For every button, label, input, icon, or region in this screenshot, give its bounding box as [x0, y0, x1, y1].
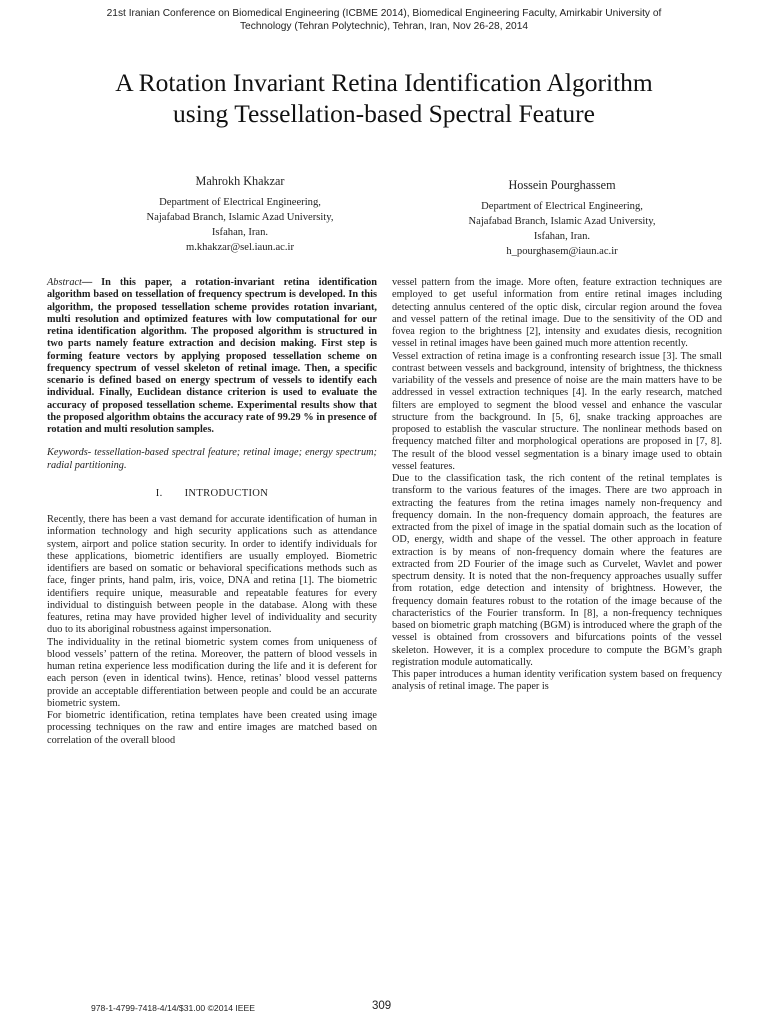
author-name: Hossein Pourghassem	[508, 178, 616, 192]
paragraph: vessel pattern from the image. More often, feature extraction techniques are employed to get useful information from entire retinal images including detecting annulus centered of the optic disk, circular region around the fovea and vessel pattern of the retinal image. Due to the sensitivity of the OD and fovea region to the brightness [2], intensity and exudates diesis, recognition vessel in retinal images have been gained much more attention recently.	[392, 277, 722, 350]
keywords: Keywords- tessellation-based spectral feature; retinal image; energy spectrum; radial partitioning.	[47, 447, 377, 471]
author-city: Isfahan, Iran.	[211, 227, 269, 238]
abstract	[47, 277, 377, 436]
abstract-text: — In this paper, a rotation-invariant retina identification algorithm based on tessellation of frequency spectrum is developed. In this algorithm, the proposed tessellation scheme provides rotation invariant, multi resolution and optimized features with low computational for our retina identification algorithm. The proposed algorithm is structured in two parts namely feature extraction and decision making. First step is forming feature vectors by applying proposed tessellation scheme on frequency spectrum of vessel skeleton of retinal image. Then, a specific scenario is defined based on energy spectrum of vessels to identify each individual. Finally, Euclidean distance criterion is used to evaluate the accuracy of proposed tessellation scheme. Experimental results show that the proposed algorithm obtains the accuracy rate of 99.29 % in presence of rotation and multi resolution samples.	[47, 277, 377, 435]
author-email: h_pourghasem@iaun.ac.ir	[506, 246, 618, 257]
conference-line-2: Technology (Tehran Polytechnic), Tehran, Iran, Nov 26-28, 2014	[239, 20, 529, 32]
paper-title	[0, 67, 768, 129]
left-column	[47, 277, 377, 747]
abstract-label: Abstract	[47, 277, 82, 288]
author-city: Isfahan, Iran.	[533, 231, 591, 242]
section-title: INTRODUCTION	[184, 487, 269, 499]
author-email: m.khakzar@sel.iaun.ac.ir	[186, 242, 294, 253]
right-column	[392, 277, 722, 694]
paragraph: Recently, there has been a vast demand for accurate identification of human in information technology and high security applications such as attendance system, airport and police station security. In order to identify individuals for these applications, biometric identifiers are usually employed. Biometric identifiers are based on somatic or behavioral specifications methods such as face, finger prints, hand palm, iris, voice, DNA and retina [1]. The biometric identifiers require unique, measurable and repeatable features for every individual to distinguish between people in the database. Along with these features, retina may have provided higher level of individuality and security duo to its aboriginal robustness against impersonation.	[47, 514, 377, 636]
paragraph: Vessel extraction of retina image is a confronting research issue [3]. The small contrast between vessels and background, intensity of brightness, the thickness variability of the vessels and presence of noise are the main matters have to be addressed in vessel extraction techniques [4]. In the early research, matched filters are employed to segment the blood vessel and enhance the vascular structure from the background. In [5, 6], snake tracking approaches are proposed to establish the vascular structure. The nonlinear methods based on frequency matched filter and morphological operations are proposed in [7, 8]. The result of the blood vessel segmentation is a binary image used to obtain vessel features.	[392, 350, 722, 472]
section-number: I.	[155, 487, 163, 499]
page-number: 309	[372, 1000, 392, 1012]
author-branch: Najafabad Branch, Islamic Azad University,	[146, 212, 334, 223]
footer-isbn: 978-1-4799-7418-4/14/$31.00 ©2014 IEEE	[91, 1003, 256, 1013]
title-line-2: using Tessellation-based Spectral Feature	[173, 99, 595, 128]
paragraph: For biometric identification, retina templates have been created using image processing techniques on the raw and entire images are matched based on correlation of the overall blood	[47, 710, 377, 746]
author-department: Department of Electrical Engineering,	[159, 197, 321, 208]
title-line-1: A Rotation Invariant Retina Identification Algorithm	[115, 68, 653, 97]
author-name: Mahrokh Khakzar	[195, 174, 285, 188]
conference-line-1: 21st Iranian Conference on Biomedical Engineering (ICBME 2014), Biomedical Engineering Faculty, Amirkabir University of	[106, 8, 662, 19]
author-block-2	[422, 178, 702, 259]
paragraph: This paper introduces a human identity verification system based on frequency analysis of retinal image. The paper is	[392, 669, 722, 693]
author-department: Department of Electrical Engineering,	[481, 201, 643, 212]
author-block-1	[100, 174, 380, 255]
author-branch: Najafabad Branch, Islamic Azad University,	[468, 216, 656, 227]
paragraph: The individuality in the retinal biometric system comes from uniqueness of blood vessels’ pattern of the retina. Moreover, the pattern of blood vessels in human retina experience less modification during the life and it is deferent for each person (even in identical twins). Hence, retinas’ blood vessel patterns provide an acceptable differentiation between people and could be an accurate biometric system.	[47, 636, 377, 709]
paragraph: Due to the classification task, the rich content of the retinal templates is transform to the various features of the images. There are two approach in extracting the features from the retina images namely non-frequency and frequency domain. In the non-frequency domain approach, the features are extracted from the pixel of image in the spatial domain such as the location of OD, energy, width and shape of the vessel. The other approach in feature extraction is by means of non-frequency domain where the features are extracted from 2D Fourier of the image such as Curvelet, Wavlet and power spectrum density. It is noted that the non-frequency approaches usually suffer from rotation, edge detection and intensity of brightness. However, the frequency domain features robust to the rotation of the image because of the characteristics of the Fourier transform. In [8], a non-frequency techniques based on biometric graph matching (BGM) is introduced where the graph of the vessel is obtained from crossovers and bifurcations points of the vessel skeleton. However, it is a complex procedure to compute the BGM’s graph registration module automatically.	[392, 473, 722, 668]
conference-header	[0, 8, 768, 33]
section-heading	[47, 488, 377, 500]
